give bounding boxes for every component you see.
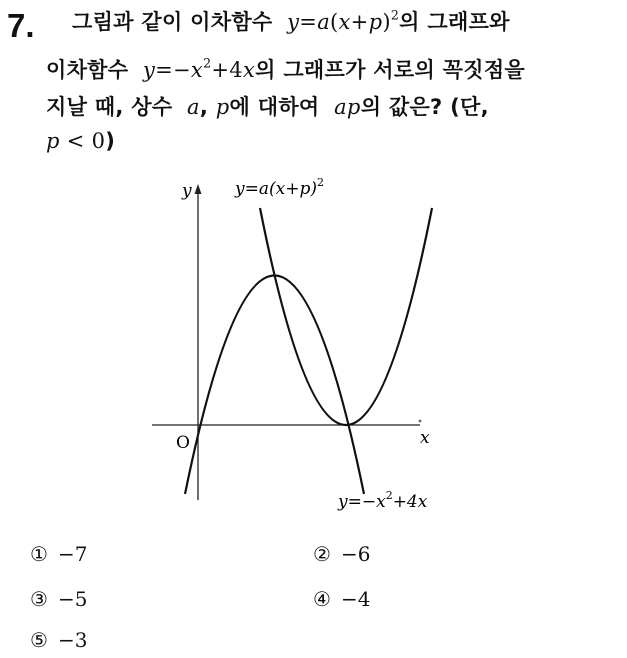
curve2-label xyxy=(337,489,428,512)
choice-value: −4 xyxy=(340,587,371,611)
formula-eq: =− xyxy=(155,58,191,82)
question-text: 이차함수 xyxy=(46,58,129,82)
choice-2[interactable] xyxy=(313,540,370,568)
comma: , xyxy=(199,95,209,119)
question-line-3 xyxy=(46,93,489,121)
curve2-label-y: y xyxy=(338,492,348,512)
curve2-label-exp: 2 xyxy=(385,489,393,502)
formula-var-x: x xyxy=(190,58,204,82)
choice-3[interactable] xyxy=(30,585,87,613)
curve2-label-body: =−x xyxy=(347,492,386,512)
curve1-label-y: y xyxy=(235,179,245,199)
x-axis-label: x xyxy=(420,428,430,448)
formula-curve2 xyxy=(136,55,256,82)
y-axis-arrow xyxy=(195,184,202,194)
choice-value: −3 xyxy=(57,628,88,652)
curve2-label-tail: +4x xyxy=(392,492,428,512)
y-axis-label: y xyxy=(182,181,192,201)
choice-4[interactable] xyxy=(313,585,370,613)
choice-value: −6 xyxy=(340,542,371,566)
formula-curve1 xyxy=(280,7,400,34)
curve1-label-body: =a(x+p) xyxy=(244,179,317,199)
formula-exponent: 2 xyxy=(390,7,400,23)
formula-paren: ( xyxy=(330,10,339,34)
x-axis-tick-dot xyxy=(419,420,422,423)
origin-label: O xyxy=(176,433,190,453)
formula-exponent: 2 xyxy=(203,55,212,71)
var-p: p xyxy=(215,95,230,119)
formula-var-x: x xyxy=(338,10,351,34)
formula-eq: = xyxy=(299,10,318,34)
choice-5[interactable] xyxy=(30,626,87,654)
variable-ap xyxy=(327,95,361,119)
condition xyxy=(46,129,105,153)
choice-number: ⑤ xyxy=(30,628,48,652)
curve1-label xyxy=(234,176,324,199)
formula-paren: ) xyxy=(382,10,391,34)
variable-p xyxy=(216,95,230,119)
choice-number: ③ xyxy=(30,587,48,611)
question-text: 의 그래프가 서로의 꼭짓점을 xyxy=(255,58,525,82)
var-p: p xyxy=(46,129,60,153)
less-than: < xyxy=(66,129,85,153)
question-text: 의 값은? (단, xyxy=(360,95,489,119)
formula-term: +4 xyxy=(211,58,243,82)
curve-downward-parabola xyxy=(185,276,364,495)
question-line-4 xyxy=(46,127,115,155)
choice-number: ① xyxy=(30,542,48,566)
curve-upward-parabola xyxy=(260,208,432,425)
question-text: 그림과 같이 이차함수 xyxy=(72,10,273,34)
question-number: 7. xyxy=(7,7,35,44)
question-text: 에 대하여 xyxy=(229,95,320,119)
choice-number: ④ xyxy=(313,587,331,611)
zero: 0 xyxy=(91,129,106,153)
choice-number: ② xyxy=(313,542,331,566)
curve1-label-exp: 2 xyxy=(316,176,324,189)
formula-var-x: x xyxy=(242,58,256,82)
question-line-1 xyxy=(72,8,510,36)
var-ap: ap xyxy=(334,95,361,119)
formula-var-y: y xyxy=(142,58,156,82)
formula-var-p: p xyxy=(368,10,383,34)
graph xyxy=(148,172,468,517)
var-a: a xyxy=(187,95,200,119)
question-text: 지날 때, 상수 xyxy=(46,95,173,119)
question-text: 의 그래프와 xyxy=(399,10,510,34)
choice-value: −7 xyxy=(57,542,88,566)
choice-1[interactable] xyxy=(30,540,87,568)
question-line-2 xyxy=(46,56,525,84)
variable-a xyxy=(180,95,200,119)
formula-var-a: a xyxy=(317,10,331,34)
formula-plus: + xyxy=(350,10,369,34)
choice-value: −5 xyxy=(57,587,88,611)
formula-var-y: y xyxy=(287,10,300,34)
close-paren: ) xyxy=(105,129,116,153)
